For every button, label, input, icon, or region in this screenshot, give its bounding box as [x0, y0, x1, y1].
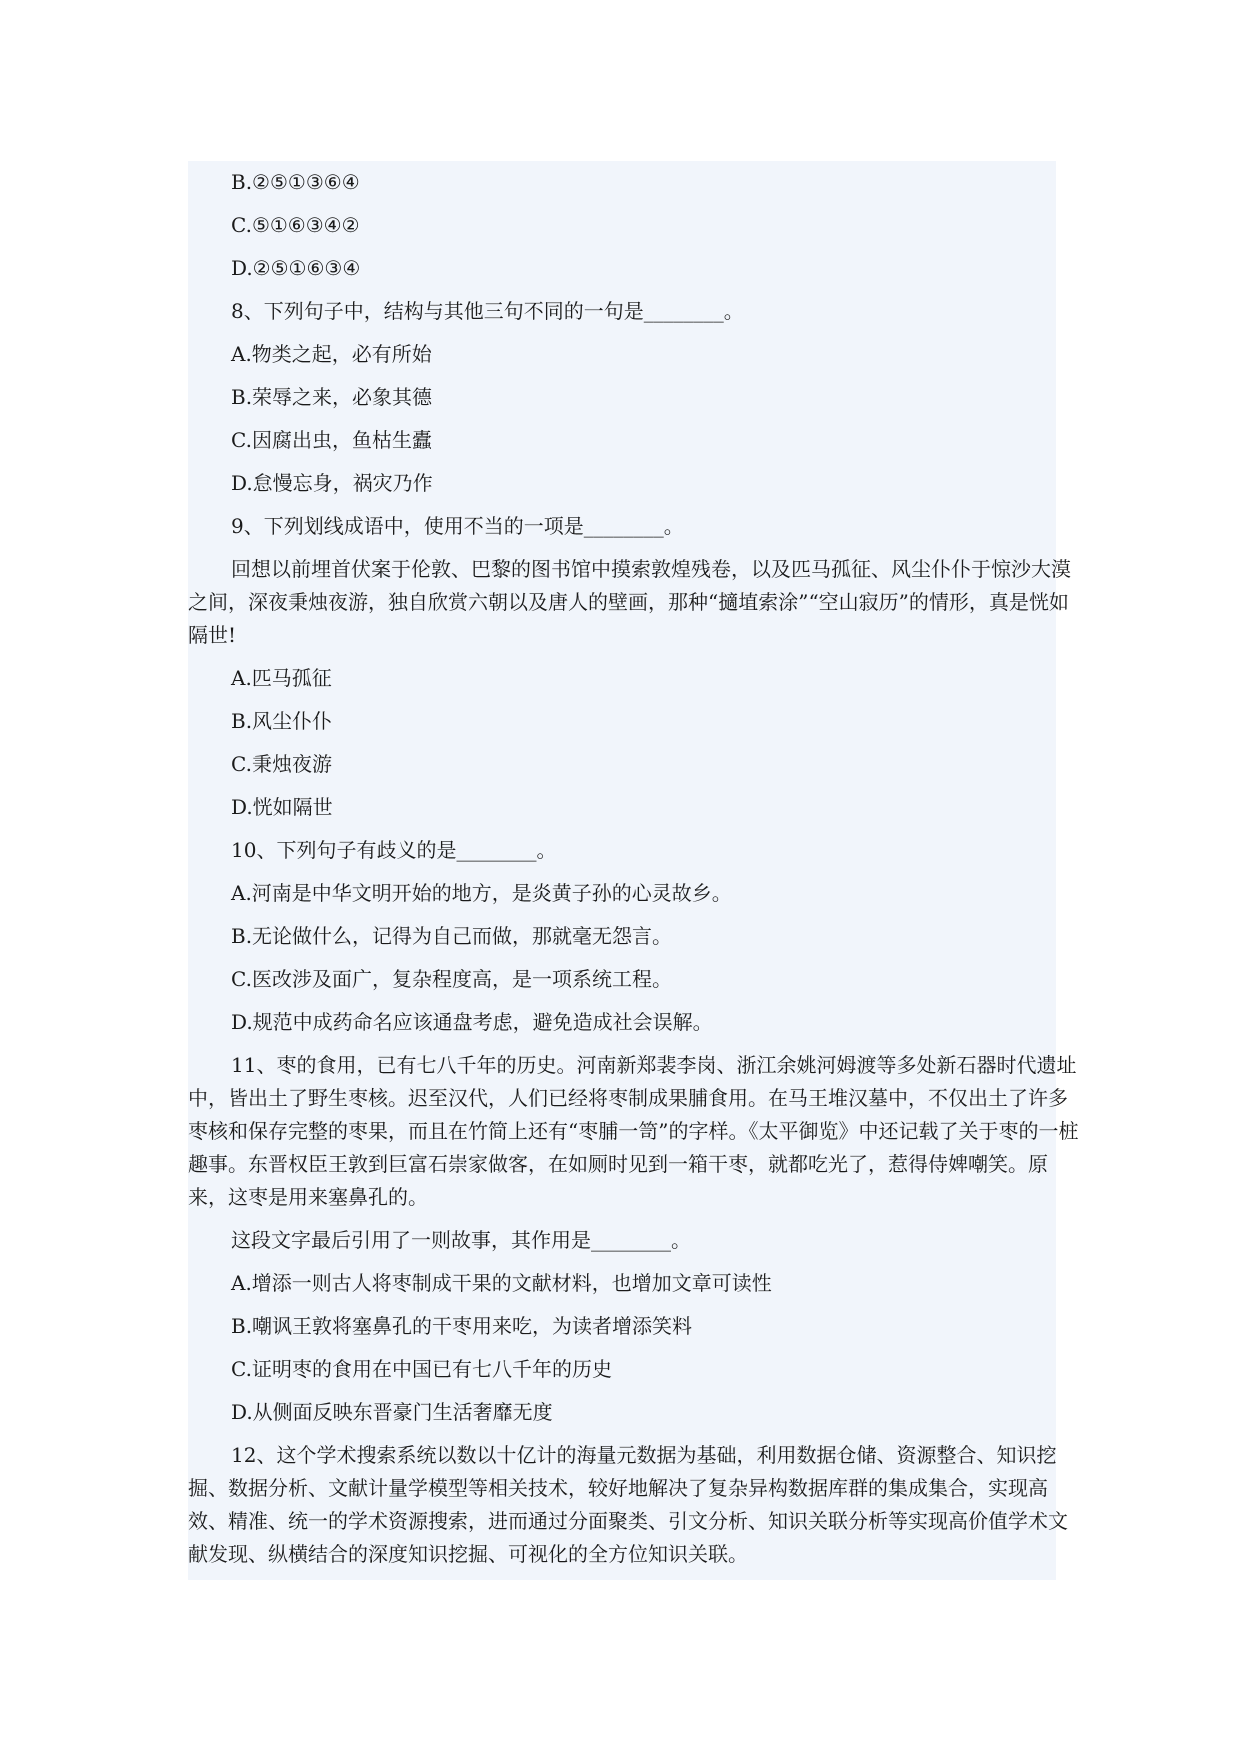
- q11-option-a: A.增添一则古人将枣制成干果的文献材料，也增加文章可读性: [231, 1271, 772, 1295]
- q8-stem: 8、下列句子中，结构与其他三句不同的一句是________。: [231, 299, 744, 323]
- q8-option-d: D.怠慢忘身，祸灾乃作: [231, 471, 433, 495]
- q9-stem: 9、下列划线成语中，使用不当的一项是________。: [231, 514, 684, 538]
- q11-option-c: C.证明枣的食用在中国已有七八千年的历史: [231, 1357, 612, 1381]
- q8-option-c: C.因腐出虫，鱼枯生蠹: [231, 428, 432, 452]
- q9-option-a: A.匹马孤征: [231, 666, 332, 690]
- q12-passage: 12、这个学术搜索系统以数以十亿计的海量元数据为基础，利用数据仓储、资源整合、知识挖掘、数据分析、文献计量学模型等相关技术，较好地解决了复杂异构数据库群的集成集合，实现高效、精准、统一的学术资源搜索，进而通过分面聚类、引文分析、知识关联分析等实现高价值学术文献发现、纵横结合的深度知识挖掘、可视化的全方位知识关联。: [188, 1443, 1068, 1566]
- q7-option-b: B.②⑤①③⑥④: [231, 170, 360, 194]
- q11-option-d: D.从侧面反映东晋豪门生活奢靡无度: [231, 1400, 553, 1424]
- q10-option-a: A.河南是中华文明开始的地方，是炎黄子孙的心灵故乡。: [231, 881, 732, 905]
- q9-passage: 回想以前埋首伏案于伦敦、巴黎的图书馆中摸索敦煌残卷，以及匹马孤征、风尘仆仆于惊沙大漠之间，深夜秉烛夜游，独自欣赏六朝以及唐人的壁画，那种“擿埴索涂”“空山寂历”的情形，真是恍如隔世!: [188, 557, 1071, 647]
- q8-option-b: B.荣辱之来，必象其德: [231, 385, 433, 409]
- q11-option-b: B.嘲讽王敦将塞鼻孔的干枣用来吃，为读者增添笑料: [231, 1314, 693, 1338]
- q10-stem: 10、下列句子有歧义的是________。: [231, 838, 557, 862]
- document-page: [188, 161, 1079, 1580]
- q7-option-d: D.②⑤①⑥③④: [231, 256, 361, 280]
- q10-option-b: B.无论做什么，记得为自己而做，那就毫无怨言。: [231, 924, 673, 948]
- q8-option-a: A.物类之起，必有所始: [231, 342, 432, 366]
- q10-option-d: D.规范中成药命名应该通盘考虑，避免造成社会误解。: [231, 1010, 713, 1034]
- q9-option-b: B.风尘仆仆: [231, 709, 333, 733]
- q7-option-c: C.⑤①⑥③④②: [231, 213, 360, 237]
- q9-option-d: D.恍如隔世: [231, 795, 333, 819]
- q11-passage: 11、枣的食用，已有七八千年的历史。河南新郑裴李岗、浙江余姚河姆渡等多处新石器时代遗址中，皆出土了野生枣核。迟至汉代，人们已经将枣制成果脯食用。在马王堆汉墓中，不仅出土了许多枣核和保存完整的枣果，而且在竹简上还有“枣脯一笥”的字样。《太平御览》中还记载了关于枣的一桩趣事。东晋权臣王敦到巨富石崇家做客，在如厕时见到一箱干枣，就都吃光了，惹得侍婢嘲笑。原来，这枣是用来塞鼻孔的。: [188, 1053, 1079, 1209]
- q10-option-c: C.医改涉及面广，复杂程度高，是一项系统工程。: [231, 967, 672, 991]
- q9-option-c: C.秉烛夜游: [231, 752, 332, 776]
- q11-stem: 这段文字最后引用了一则故事，其作用是________。: [231, 1228, 691, 1252]
